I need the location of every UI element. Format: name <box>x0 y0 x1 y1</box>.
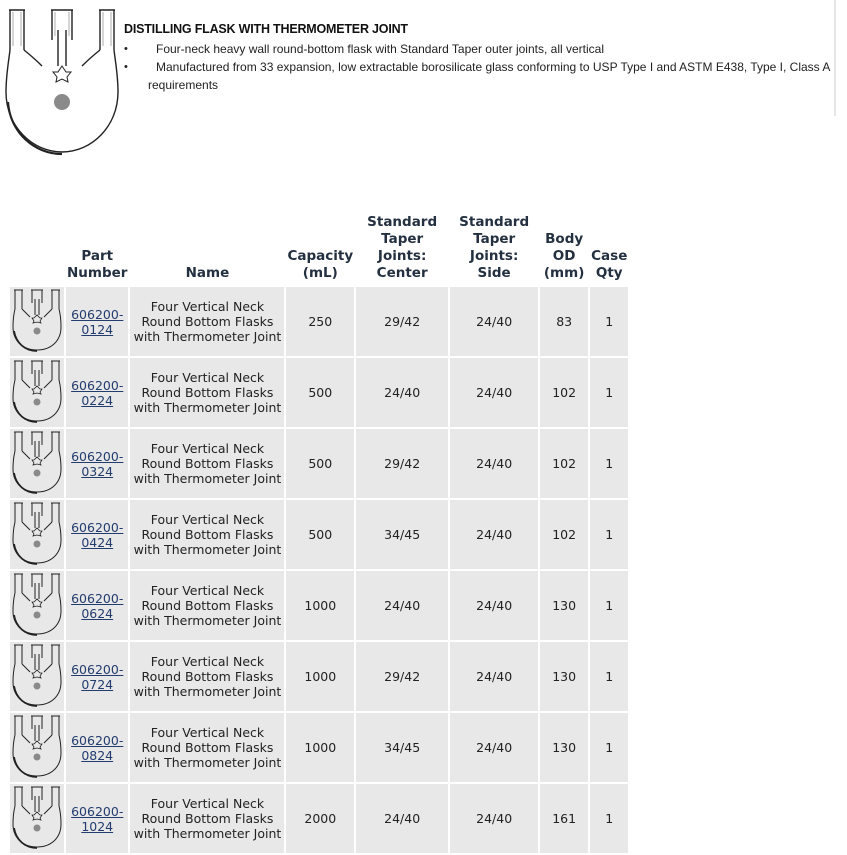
flask-icon <box>11 784 63 850</box>
center-joint-cell: 24/40 <box>356 571 448 640</box>
part-number-link[interactable]: 606200- 0824 <box>71 732 124 763</box>
body-od-cell: 130 <box>540 713 588 782</box>
center-joint-cell: 24/40 <box>356 358 448 427</box>
side-joint-cell: 24/40 <box>450 571 538 640</box>
table-row <box>10 642 628 711</box>
col-body-od: Body OD (mm) <box>540 214 588 285</box>
side-joint-cell: 24/40 <box>450 784 538 853</box>
flask-thumbnail <box>10 784 64 853</box>
capacity-cell: 250 <box>286 287 354 356</box>
body-od-cell: 161 <box>540 784 588 853</box>
product-name-cell: Four Vertical Neck Round Bottom Flasks with Thermometer Joint <box>130 429 284 498</box>
feature-bullet: • Manufactured from 33 expansion, low extractable borosilicate glass conforming to USP Type I and ASTM E438, Type I, Class A requirements <box>124 60 830 92</box>
product-name-cell: Four Vertical Neck Round Bottom Flasks with Thermometer Joint <box>130 713 284 782</box>
part-number-link[interactable]: 606200- 0624 <box>71 590 124 621</box>
body-od-cell: 130 <box>540 642 588 711</box>
table-row <box>10 713 628 782</box>
flask-thumbnail <box>10 713 64 782</box>
part-number-cell <box>66 571 128 640</box>
flask-icon <box>11 358 63 424</box>
case-qty-cell: 1 <box>590 642 628 711</box>
flask-thumbnail <box>10 500 64 569</box>
table-row <box>10 429 628 498</box>
col-part-number: Part Number <box>66 214 128 285</box>
flask-icon <box>11 287 63 353</box>
feature-list <box>124 40 839 94</box>
page-title: DISTILLING FLASK WITH THERMOMETER JOINT <box>124 22 408 36</box>
product-name-cell: Four Vertical Neck Round Bottom Flasks with Thermometer Joint <box>130 571 284 640</box>
capacity-cell: 1000 <box>286 642 354 711</box>
center-joint-cell: 24/40 <box>356 784 448 853</box>
capacity-cell: 1000 <box>286 713 354 782</box>
capacity-cell: 500 <box>286 429 354 498</box>
table-row <box>10 500 628 569</box>
flask-icon <box>11 713 63 779</box>
side-joint-cell: 24/40 <box>450 642 538 711</box>
side-joint-cell: 24/40 <box>450 358 538 427</box>
center-joint-cell: 34/45 <box>356 500 448 569</box>
product-name-cell: Four Vertical Neck Round Bottom Flasks with Thermometer Joint <box>130 287 284 356</box>
side-joint-cell: 24/40 <box>450 429 538 498</box>
part-number-cell <box>66 358 128 427</box>
flask-thumbnail <box>10 358 64 427</box>
product-name-cell: Four Vertical Neck Round Bottom Flasks with Thermometer Joint <box>130 358 284 427</box>
body-od-cell: 102 <box>540 358 588 427</box>
feature-bullet: • Four-neck heavy wall round-bottom flask with Standard Taper outer joints, all vertical <box>124 42 604 56</box>
case-qty-cell: 1 <box>590 429 628 498</box>
bullet-icon: • <box>124 43 128 55</box>
bullet-icon: • <box>124 61 128 73</box>
table-row <box>10 287 628 356</box>
capacity-cell: 1000 <box>286 571 354 640</box>
body-od-cell: 102 <box>540 500 588 569</box>
center-joint-cell: 34/45 <box>356 713 448 782</box>
center-joint-cell: 29/42 <box>356 287 448 356</box>
side-joint-cell: 24/40 <box>450 287 538 356</box>
body-od-cell: 130 <box>540 571 588 640</box>
center-joint-cell: 29/42 <box>356 642 448 711</box>
product-name-cell: Four Vertical Neck Round Bottom Flasks with Thermometer Joint <box>130 784 284 853</box>
capacity-cell: 500 <box>286 500 354 569</box>
flask-icon <box>11 642 63 708</box>
part-number-cell <box>66 429 128 498</box>
flask-thumbnail <box>10 642 64 711</box>
col-case-qty: Case Qty <box>590 214 628 285</box>
product-name-cell: Four Vertical Neck Round Bottom Flasks with Thermometer Joint <box>130 500 284 569</box>
side-joint-cell: 24/40 <box>450 713 538 782</box>
col-capacity: Capacity (mL) <box>286 214 354 285</box>
part-number-link[interactable]: 606200- 0724 <box>71 661 124 692</box>
case-qty-cell: 1 <box>590 713 628 782</box>
flask-thumbnail <box>10 571 64 640</box>
body-od-cell: 102 <box>540 429 588 498</box>
image-column-header <box>10 214 64 285</box>
col-side-joint: Standard Taper Joints: Side <box>450 214 538 285</box>
table-row <box>10 358 628 427</box>
flask-thumbnail <box>10 287 64 356</box>
flask-thumbnail <box>10 429 64 498</box>
part-number-cell <box>66 642 128 711</box>
part-number-cell <box>66 500 128 569</box>
case-qty-cell: 1 <box>590 571 628 640</box>
table-header-row <box>10 214 628 285</box>
body-od-cell: 83 <box>540 287 588 356</box>
side-joint-cell: 24/40 <box>450 500 538 569</box>
flask-illustration <box>4 6 122 156</box>
case-qty-cell: 1 <box>590 500 628 569</box>
capacity-cell: 500 <box>286 358 354 427</box>
part-number-link[interactable]: 606200- 0124 <box>71 306 124 337</box>
case-qty-cell: 1 <box>590 784 628 853</box>
case-qty-cell: 1 <box>590 287 628 356</box>
part-number-cell <box>66 784 128 853</box>
capacity-cell: 2000 <box>286 784 354 853</box>
flask-icon <box>11 500 63 566</box>
case-qty-cell: 1 <box>590 358 628 427</box>
flask-icon <box>11 429 63 495</box>
product-name-cell: Four Vertical Neck Round Bottom Flasks with Thermometer Joint <box>130 642 284 711</box>
col-center-joint: Standard Taper Joints: Center <box>356 214 448 285</box>
part-number-cell <box>66 287 128 356</box>
part-number-link[interactable]: 606200- 0424 <box>71 519 124 550</box>
col-name: Name <box>130 214 284 285</box>
flask-icon <box>11 571 63 637</box>
divider <box>834 0 836 116</box>
center-joint-cell: 29/42 <box>356 429 448 498</box>
part-number-cell <box>66 713 128 782</box>
table-row <box>10 784 628 853</box>
part-number-link[interactable]: 606200- 1024 <box>71 803 124 834</box>
parts-table <box>8 212 630 855</box>
part-number-link[interactable]: 606200- 0324 <box>71 448 124 479</box>
table-row <box>10 571 628 640</box>
part-number-link[interactable]: 606200- 0224 <box>71 377 124 408</box>
